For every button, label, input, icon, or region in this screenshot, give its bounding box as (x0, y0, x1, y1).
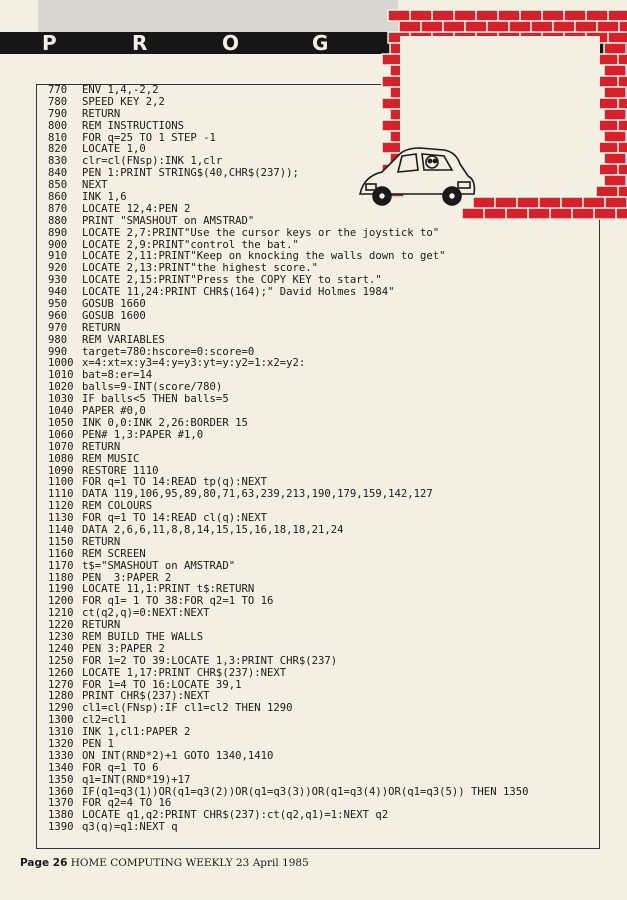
line-code: INK 0,0:INK 2,26:BORDER 15 (82, 416, 248, 429)
line-code: RETURN (82, 440, 121, 453)
line-code: balls=9-INT(score/780) (82, 381, 223, 394)
line-code: ct(q2,q)=0:NEXT:NEXT (82, 607, 210, 620)
line-code: FOR q1= 1 TO 38:FOR q2=1 TO 16 (82, 595, 274, 608)
brick (575, 21, 597, 32)
line-code: INK 1,cl1:PAPER 2 (82, 726, 191, 739)
line-code: PRINT CHR$(237):NEXT (82, 690, 210, 703)
line-number: 1350 (48, 773, 74, 786)
line-number: 920 (48, 262, 68, 275)
line-number: 1050 (48, 416, 74, 429)
line-code: LOCATE q1,q2:PRINT CHR$(237):ct(q2,q1)=1:NEXT q2 (82, 809, 389, 822)
brick (583, 197, 605, 208)
line-number: 1370 (48, 797, 74, 810)
line-number: 990 (48, 345, 68, 358)
header-letter-p: P (42, 31, 57, 55)
line-number: 1060 (48, 428, 74, 441)
code-line (48, 430, 608, 442)
line-number: 820 (48, 143, 68, 156)
brick (618, 186, 627, 197)
brick (594, 208, 616, 219)
brick (608, 32, 627, 43)
code-line (48, 822, 608, 834)
line-number: 800 (48, 119, 68, 132)
line-number: 1330 (48, 749, 74, 762)
line-number: 1220 (48, 619, 74, 632)
line-code: REM SCREEN (82, 547, 146, 560)
line-number: 1270 (48, 678, 74, 691)
line-number: 1300 (48, 714, 74, 727)
line-code: DATA 119,106,95,89,80,71,63,239,213,190,179,159,142,127 (82, 488, 433, 501)
brick (421, 21, 443, 32)
line-code: NEXT (82, 179, 108, 192)
brick (561, 197, 583, 208)
line-number: 1110 (48, 488, 74, 501)
brick (388, 10, 410, 21)
header-letter-o: O (222, 31, 240, 55)
brick (495, 197, 517, 208)
line-number: 830 (48, 155, 68, 168)
line-code: FOR q=1 TO 6 (82, 761, 159, 774)
line-number: 1290 (48, 702, 74, 715)
code-line (48, 525, 608, 537)
brick (604, 43, 626, 54)
brick (604, 87, 626, 98)
line-code: LOCATE 2,9:PRINT"control the bat." (82, 238, 299, 251)
line-number: 1390 (48, 821, 74, 834)
line-code: DATA 2,6,6,11,8,8,14,15,15,16,18,18,21,24 (82, 523, 344, 536)
brick (604, 175, 626, 186)
brick (487, 21, 509, 32)
line-code: LOCATE 11,24:PRINT CHR$(164);" David Holmes 1984" (82, 286, 395, 299)
line-number: 1170 (48, 559, 74, 572)
brick (517, 197, 539, 208)
line-code: FOR q=1 TO 14:READ cl(q):NEXT (82, 512, 267, 525)
line-number: 880 (48, 214, 68, 227)
line-code: PEN 3:PAPER 2 (82, 642, 165, 655)
publication-line: HOME COMPUTING WEEKLY 23 April 1985 (70, 857, 309, 869)
line-number: 1000 (48, 357, 74, 370)
brick (618, 142, 627, 153)
header-grey-block (38, 0, 398, 32)
line-code: x=4:xt=x:y3=4:y=y3:yt=y:y2=1:x2=y2: (82, 357, 306, 370)
line-code: LOCATE 2,11:PRINT"Keep on knocking the walls down to get" (82, 250, 446, 263)
brick (619, 21, 627, 32)
brick (604, 109, 626, 120)
line-code: cl2=cl1 (82, 714, 127, 727)
line-number: 780 (48, 95, 68, 108)
line-number: 770 (48, 84, 68, 96)
brick (604, 131, 626, 142)
line-code: GOSUB 1660 (82, 298, 146, 311)
brick (550, 208, 572, 219)
line-number: 1210 (48, 607, 74, 620)
brick (443, 21, 465, 32)
brick (618, 54, 627, 65)
line-number: 890 (48, 226, 68, 239)
header-letter-g: G (312, 31, 329, 55)
line-code: q1=INT(RND*19)+17 (82, 773, 191, 786)
line-code: clr=cl(FNsp):INK 1,clr (82, 155, 223, 168)
brick (618, 98, 627, 109)
brick (410, 10, 432, 21)
line-number: 910 (48, 250, 68, 263)
brick (539, 197, 561, 208)
line-code: cl1=cl(FNsp):IF cl1=cl2 THEN 1290 (82, 702, 293, 715)
line-number: 950 (48, 298, 68, 311)
line-number: 1240 (48, 642, 74, 655)
line-code: target=780:hscore=0:score=0 (82, 345, 255, 358)
line-code: SPEED KEY 2,2 (82, 95, 165, 108)
line-number: 1320 (48, 737, 74, 750)
line-code: LOCATE 2,15:PRINT"Press the COPY KEY to start." (82, 274, 382, 287)
line-code: INK 1,6 (82, 191, 127, 204)
line-code: LOCATE 12,4:PEN 2 (82, 202, 191, 215)
brick (596, 186, 618, 197)
brick (618, 76, 627, 87)
brick (476, 10, 498, 21)
brick (618, 164, 627, 175)
brick (454, 10, 476, 21)
line-number: 1040 (48, 405, 74, 418)
brick (399, 21, 421, 32)
line-number: 970 (48, 321, 68, 334)
line-code: LOCATE 1,0 (82, 143, 146, 156)
brick (506, 208, 528, 219)
line-number: 1120 (48, 500, 74, 513)
line-code: PEN 1:PRINT STRING$(40,CHR$(237)); (82, 167, 299, 180)
line-number: 850 (48, 179, 68, 192)
brick (531, 21, 553, 32)
line-number: 1100 (48, 476, 74, 489)
line-number: 1020 (48, 381, 74, 394)
brick (564, 10, 586, 21)
line-number: 1200 (48, 595, 74, 608)
line-number: 1340 (48, 761, 74, 774)
brick (498, 10, 520, 21)
line-code: PEN 3:PAPER 2 (82, 571, 172, 584)
header-letter-r: R (132, 31, 148, 55)
brick (586, 10, 608, 21)
line-number: 1380 (48, 809, 74, 822)
line-code: FOR 1=2 TO 39:LOCATE 1,3:PRINT CHR$(237) (82, 654, 338, 667)
line-number: 980 (48, 333, 68, 346)
line-code: REM VARIABLES (82, 333, 165, 346)
line-code: IF(q1=q3(1))OR(q1=q3(2))OR(q1=q3(3))OR(q1=q3(4))OR(q1=q3(5)) THEN 1350 (82, 785, 529, 798)
line-code: REM BUILD THE WALLS (82, 630, 204, 643)
line-number: 1360 (48, 785, 74, 798)
brick (509, 21, 531, 32)
line-code: REM COLOURS (82, 500, 153, 513)
brick (520, 10, 542, 21)
line-code: RETURN (82, 535, 121, 548)
brick-wall-car-illustration (352, 6, 627, 221)
line-number: 1250 (48, 654, 74, 667)
brick (572, 208, 594, 219)
line-number: 1190 (48, 583, 74, 596)
line-code: REM INSTRUCTIONS (82, 119, 185, 132)
brick (462, 208, 484, 219)
line-number: 1160 (48, 547, 74, 560)
line-number: 1070 (48, 440, 74, 453)
code-line (48, 608, 608, 620)
line-code: RETURN (82, 619, 121, 632)
brick (553, 21, 575, 32)
line-code: IF balls<5 THEN balls=5 (82, 393, 229, 406)
line-number: 810 (48, 131, 68, 144)
brick (432, 10, 454, 21)
page-footer (20, 857, 309, 869)
line-number: 840 (48, 167, 68, 180)
brick (528, 208, 550, 219)
line-number: 1010 (48, 369, 74, 382)
line-code: FOR 1=4 TO 16:LOCATE 39,1 (82, 678, 242, 691)
line-number: 1090 (48, 464, 74, 477)
line-number: 1310 (48, 726, 74, 739)
line-number: 870 (48, 202, 68, 215)
brick (618, 120, 627, 131)
line-code: LOCATE 2,13:PRINT"the highest score." (82, 262, 318, 275)
line-code: LOCATE 11,1:PRINT t$:RETURN (82, 583, 255, 596)
line-number: 940 (48, 286, 68, 299)
line-number: 1230 (48, 630, 74, 643)
line-code: PRINT "SMASHOUT on AMSTRAD" (82, 214, 255, 227)
line-code: FOR q=25 TO 1 STEP -1 (82, 131, 216, 144)
line-code: PEN# 1,3:PAPER #1,0 (82, 428, 204, 441)
line-code: FOR q=1 TO 14:READ tp(q):NEXT (82, 476, 267, 489)
line-number: 1180 (48, 571, 74, 584)
line-number: 1080 (48, 452, 74, 465)
line-number: 1140 (48, 523, 74, 536)
code-line (48, 703, 608, 715)
line-code: PAPER #0,0 (82, 405, 146, 418)
line-code: ENV 1,4,-2,2 (82, 84, 159, 96)
line-number: 1030 (48, 393, 74, 406)
brick (597, 21, 619, 32)
line-code: bat=8:er=14 (82, 369, 153, 382)
line-number: 960 (48, 309, 68, 322)
line-code: GOSUB 1600 (82, 309, 146, 322)
brick (616, 208, 627, 219)
line-code: ON INT(RND*2)+1 GOTO 1340,1410 (82, 749, 274, 762)
code-line (48, 311, 608, 323)
line-number: 860 (48, 191, 68, 204)
line-code: RETURN (82, 321, 121, 334)
line-code: RETURN (82, 107, 121, 120)
brick (604, 65, 626, 76)
line-number: 1260 (48, 666, 74, 679)
line-code: PEN 1 (82, 737, 114, 750)
brick (484, 208, 506, 219)
brick (465, 21, 487, 32)
line-number: 930 (48, 274, 68, 287)
line-number: 1280 (48, 690, 74, 703)
page-number: Page 26 (20, 857, 68, 869)
line-number: 900 (48, 238, 68, 251)
brick (604, 153, 626, 164)
brick (542, 10, 564, 21)
line-code: LOCATE 2,7:PRINT"Use the cursor keys or the joystick to" (82, 226, 440, 239)
brick (605, 197, 627, 208)
code-line (48, 727, 608, 739)
line-code: RESTORE 1110 (82, 464, 159, 477)
line-code: t$="SMASHOUT on AMSTRAD" (82, 559, 236, 572)
line-code: FOR q2=4 TO 16 (82, 797, 172, 810)
line-code: REM MUSIC (82, 452, 140, 465)
line-number: 790 (48, 107, 68, 120)
line-code: LOCATE 1,17:PRINT CHR$(237):NEXT (82, 666, 287, 679)
line-number: 1130 (48, 512, 74, 525)
brick (608, 10, 627, 21)
line-number: 1150 (48, 535, 74, 548)
brick (473, 197, 495, 208)
line-code: q3(q)=q1:NEXT q (82, 821, 178, 834)
